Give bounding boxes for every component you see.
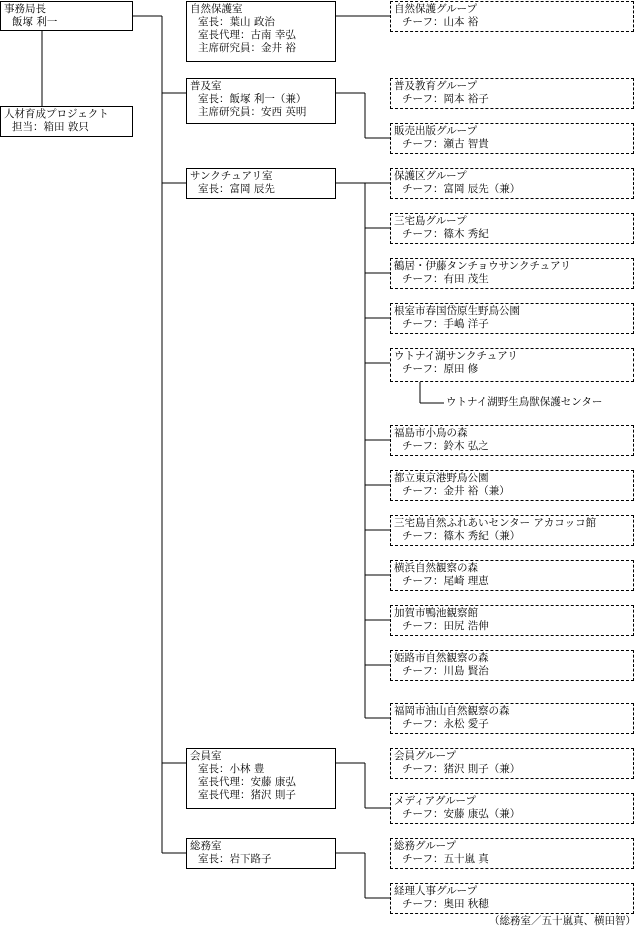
dept-staff: 室長：飯塚 利一（兼） bbox=[198, 93, 307, 105]
dept-staff: 室長代理：猪沢 則子 bbox=[198, 789, 296, 801]
hr-project-title: 人材育成プロジェクト bbox=[4, 108, 109, 120]
group-name: 経理人事グループ bbox=[394, 885, 478, 897]
hr-project-box bbox=[0, 106, 133, 137]
group-chief: チーフ：手嶋 洋子 bbox=[402, 318, 489, 330]
dept-name: 自然保護室 bbox=[190, 3, 243, 15]
dept-staff: 主席研究員：安西 英明 bbox=[198, 106, 307, 118]
dept-name: サンクチュアリ室 bbox=[190, 170, 273, 182]
dept-staff: 室長代理：古南 幸弘 bbox=[198, 29, 296, 41]
group-chief: チーフ：安藤 康弘（兼） bbox=[402, 808, 521, 820]
group-name: 鶴居・伊藤タンチョウサンクチュアリ bbox=[394, 260, 571, 272]
group-name: 根室市春国岱原生野鳥公園 bbox=[394, 305, 520, 317]
director-box bbox=[0, 1, 133, 31]
dept-staff: 室長：小林 豊 bbox=[198, 763, 265, 775]
group-name: 加賀市鴨池観察館 bbox=[394, 607, 478, 619]
dept-fukyu bbox=[186, 78, 336, 124]
group-name: 福岡市油山自然観察の森 bbox=[394, 705, 510, 717]
dept-shizen-hogo bbox=[186, 1, 336, 62]
group-chief: チーフ：川島 賢治 bbox=[402, 665, 489, 677]
group-chief: チーフ：尾崎 理恵 bbox=[402, 575, 489, 587]
sub-facility bbox=[444, 396, 636, 411]
group-chief: チーフ：岡本 裕子 bbox=[402, 93, 489, 105]
dept-kaiin bbox=[186, 748, 336, 809]
group-chief: チーフ：山本 裕 bbox=[402, 16, 479, 28]
group-box bbox=[390, 748, 634, 779]
group-name: 自然保護グループ bbox=[394, 3, 478, 15]
group-chief: チーフ：猪沢 則子（兼） bbox=[402, 763, 521, 775]
group-name: 福島市小鳥の森 bbox=[394, 427, 468, 439]
group-chief: チーフ：奥田 秋穂 bbox=[402, 898, 489, 910]
group-box bbox=[390, 1, 634, 32]
group-name: 総務グループ bbox=[394, 840, 457, 852]
group-name: 三宅島自然ふれあいセンター アカコッコ館 bbox=[394, 517, 597, 529]
group-chief: チーフ：永松 愛子 bbox=[402, 718, 489, 730]
group-box bbox=[390, 470, 634, 501]
group-box bbox=[390, 258, 634, 289]
group-chief: チーフ：鈴木 弘之 bbox=[402, 440, 489, 452]
group-box bbox=[390, 168, 634, 199]
group-box bbox=[390, 650, 634, 681]
group-box bbox=[390, 78, 634, 109]
dept-sanctuary bbox=[186, 168, 336, 199]
group-chief: チーフ：篠木 秀紀 bbox=[402, 228, 489, 240]
group-chief: チーフ：有田 茂生 bbox=[402, 273, 489, 285]
group-box bbox=[390, 793, 634, 824]
group-box bbox=[390, 123, 634, 154]
group-box bbox=[390, 425, 634, 456]
group-name: 保護区グループ bbox=[394, 170, 467, 182]
group-box bbox=[390, 213, 634, 244]
group-box bbox=[390, 348, 634, 382]
group-name: 三宅島グループ bbox=[394, 215, 467, 227]
group-box bbox=[390, 838, 634, 869]
group-chief: チーフ：瀬古 智貴 bbox=[402, 138, 489, 150]
group-box bbox=[390, 883, 634, 914]
hr-project-lead: 担当：箱田 敦只 bbox=[12, 121, 89, 133]
group-name: 販売出版グループ bbox=[394, 125, 478, 137]
group-name: 横浜自然観察の森 bbox=[394, 562, 478, 574]
sub-facility-name: ウトナイ湖野生鳥獣保護センター bbox=[446, 396, 603, 408]
director-name: 飯塚 利一 bbox=[12, 16, 58, 28]
group-name: 会員グループ bbox=[394, 750, 457, 762]
director-title: 事務局長 bbox=[4, 3, 46, 15]
group-chief: チーフ：田尻 浩伸 bbox=[402, 620, 489, 632]
group-box bbox=[390, 515, 634, 546]
group-name: メディアグループ bbox=[394, 795, 477, 807]
group-box bbox=[390, 605, 634, 636]
group-box bbox=[390, 303, 634, 334]
dept-staff: 室長：岩下路子 bbox=[198, 853, 272, 865]
group-chief: チーフ：富岡 辰先（兼） bbox=[402, 183, 521, 195]
dept-somu bbox=[186, 838, 336, 869]
group-chief: チーフ：原田 修 bbox=[402, 363, 479, 375]
dept-name: 会員室 bbox=[190, 750, 222, 762]
dept-staff: 室長代理：安藤 康弘 bbox=[198, 776, 296, 788]
group-box bbox=[390, 560, 634, 591]
footer-credit: （総務室／五十嵐真、横田智） bbox=[489, 915, 636, 927]
dept-name: 総務室 bbox=[190, 840, 222, 852]
group-name: 都立東京港野鳥公園 bbox=[394, 472, 489, 484]
group-name: 普及教育グループ bbox=[394, 80, 478, 92]
group-chief: チーフ：金井 裕（兼） bbox=[402, 485, 510, 497]
group-name: ウトナイ湖サンクチュアリ bbox=[394, 350, 518, 362]
dept-staff: 室長：富岡 辰先 bbox=[198, 183, 275, 195]
group-name: 姫路市自然観察の森 bbox=[394, 652, 489, 664]
dept-staff: 主席研究員：金井 裕 bbox=[198, 42, 296, 54]
group-chief: チーフ：篠木 秀紀（兼） bbox=[402, 530, 521, 542]
group-box bbox=[390, 703, 634, 734]
group-chief: チーフ：五十嵐 真 bbox=[402, 853, 489, 865]
dept-staff: 室長：葉山 政治 bbox=[198, 16, 275, 28]
dept-name: 普及室 bbox=[190, 80, 222, 92]
